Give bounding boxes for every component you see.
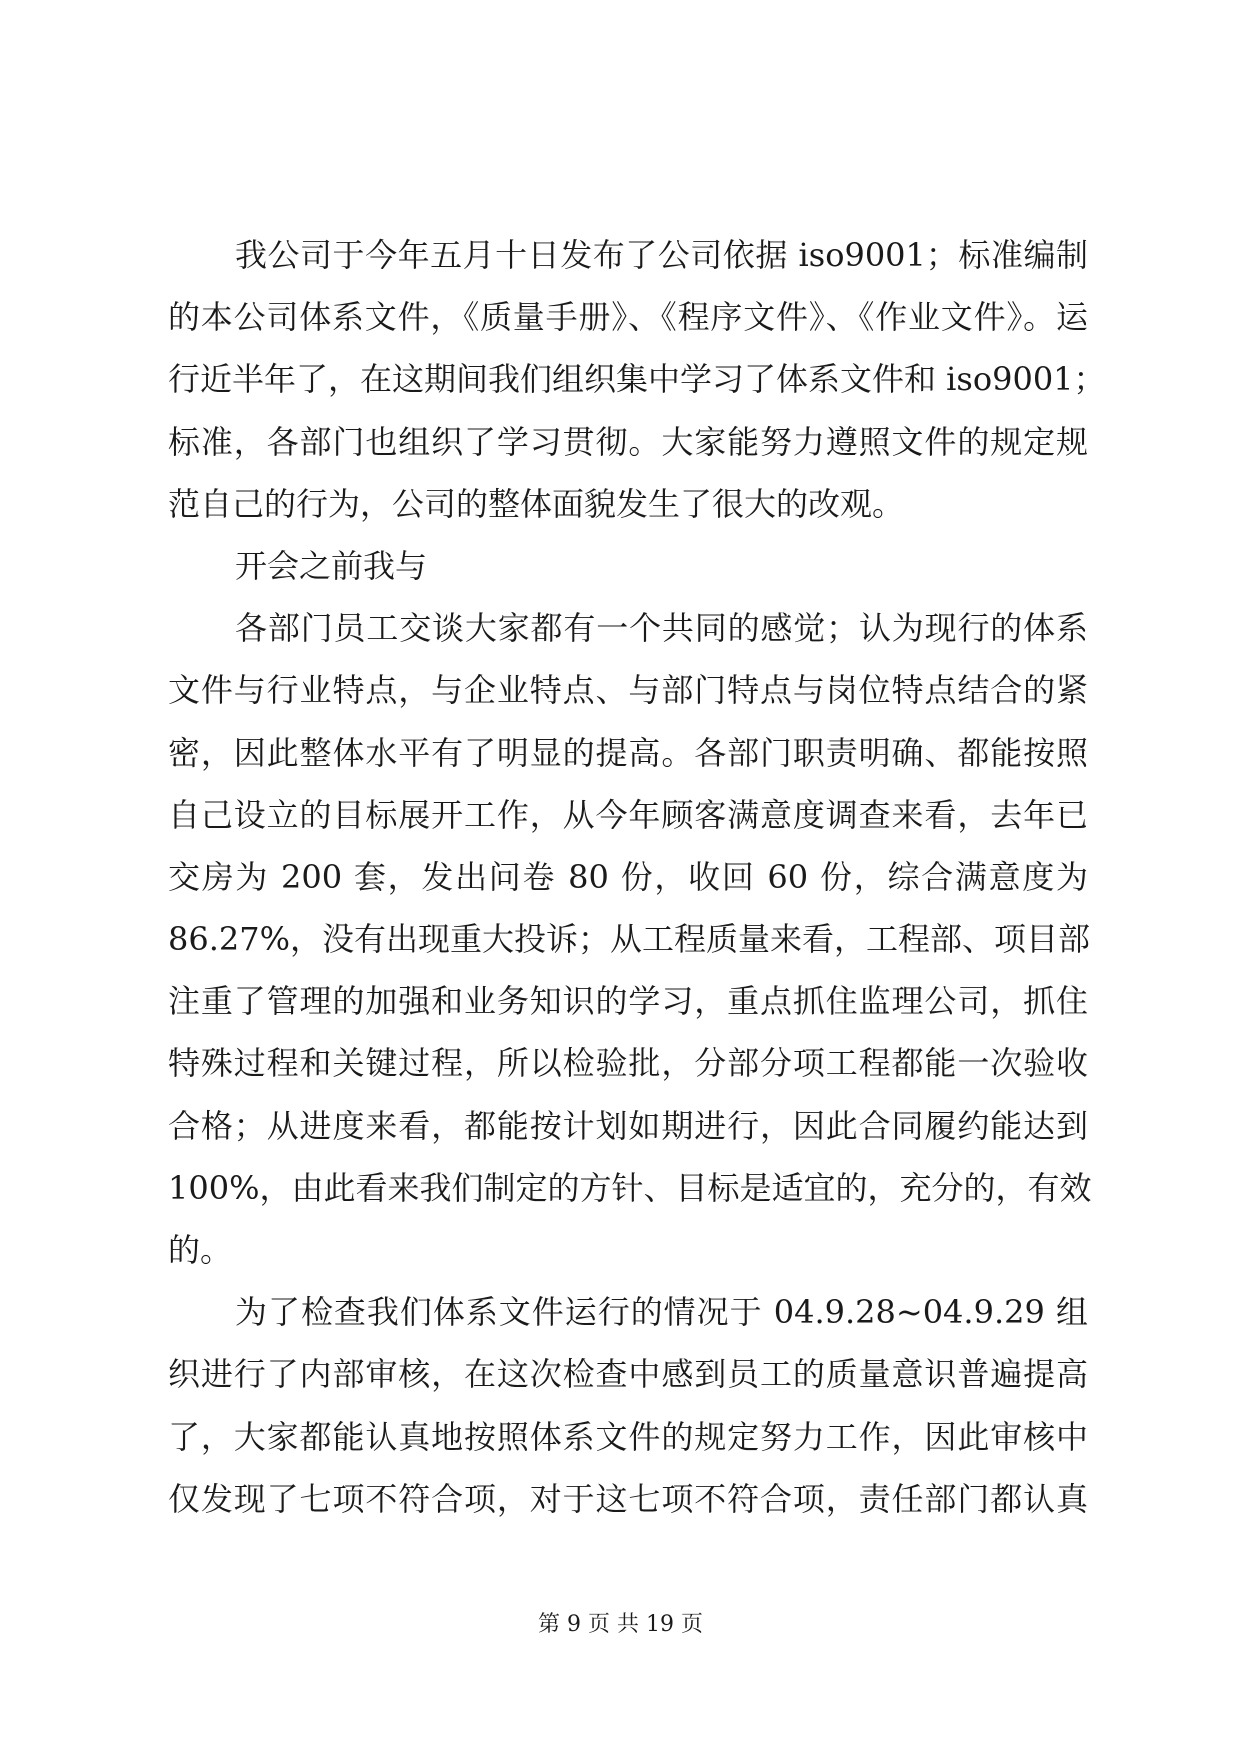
text-line: 合格；从进度来看，都能按计划如期进行，因此合同履约能达到	[168, 1106, 1088, 1145]
text-line: 我公司于今年五月十日发布了公司依据 iso9001；标准编制	[235, 236, 1088, 274]
text-line: 交房为 200 套，发出问卷 80 份，收回 60 份，综合满意度为	[168, 857, 1088, 896]
text-line: 标准，各部门也组织了学习贯彻。大家能努力遵照文件的规定规	[168, 422, 1088, 461]
text-line: 的本公司体系文件，《质量手册》、《程序文件》、《作业文件》。运	[168, 298, 1088, 337]
text-line: 特殊过程和关键过程，所以检验批，分部分项工程都能一次验收	[168, 1044, 1088, 1083]
text-line: 织进行了内部审核，在这次检查中感到员工的质量意识普遍提高	[168, 1355, 1088, 1394]
text-line: 了，大家都能认真地按照体系文件的规定努力工作，因此审核中	[168, 1417, 1088, 1456]
text-line: 86.27%，没有出现重大投诉；从工程质量来看，工程部、项目部	[168, 920, 1091, 959]
text-line: 自己设立的目标展开工作，从今年顾客满意度调查来看，去年已	[168, 795, 1088, 834]
text-line: 注重了管理的加强和业务知识的学习，重点抓住监理公司，抓住	[168, 982, 1088, 1021]
text-line: 各部门员工交谈大家都有一个共同的感觉；认为现行的体系	[235, 609, 1088, 648]
text-line: 文件与行业特点，与企业特点、与部门特点与岗位特点结合的紧	[168, 671, 1088, 710]
text-line: 范自己的行为，公司的整体面貌发生了很大的改观。	[168, 484, 905, 523]
text-line: 100%，由此看来我们制定的方针、目标是适宜的，充分的，有效	[168, 1168, 1092, 1207]
text-line: 密，因此整体水平有了明显的提高。各部门职责明确、都能按照	[168, 733, 1088, 772]
text-line: 开会之前我与	[235, 546, 428, 585]
text-line: 为了检查我们体系文件运行的情况于 04.9.28~04.9.29 组	[235, 1293, 1088, 1332]
text-line: 行近半年了，在这期间我们组织集中学习了体系文件和 iso9001；	[168, 360, 1106, 399]
document-body	[168, 224, 1106, 1530]
text-line: 的。	[168, 1231, 233, 1269]
text-line: 仅发现了七项不符合项，对于这七项不符合项，责任部门都认真	[168, 1479, 1088, 1518]
page-number: 第 9 页 共 19 页	[538, 1612, 703, 1637]
